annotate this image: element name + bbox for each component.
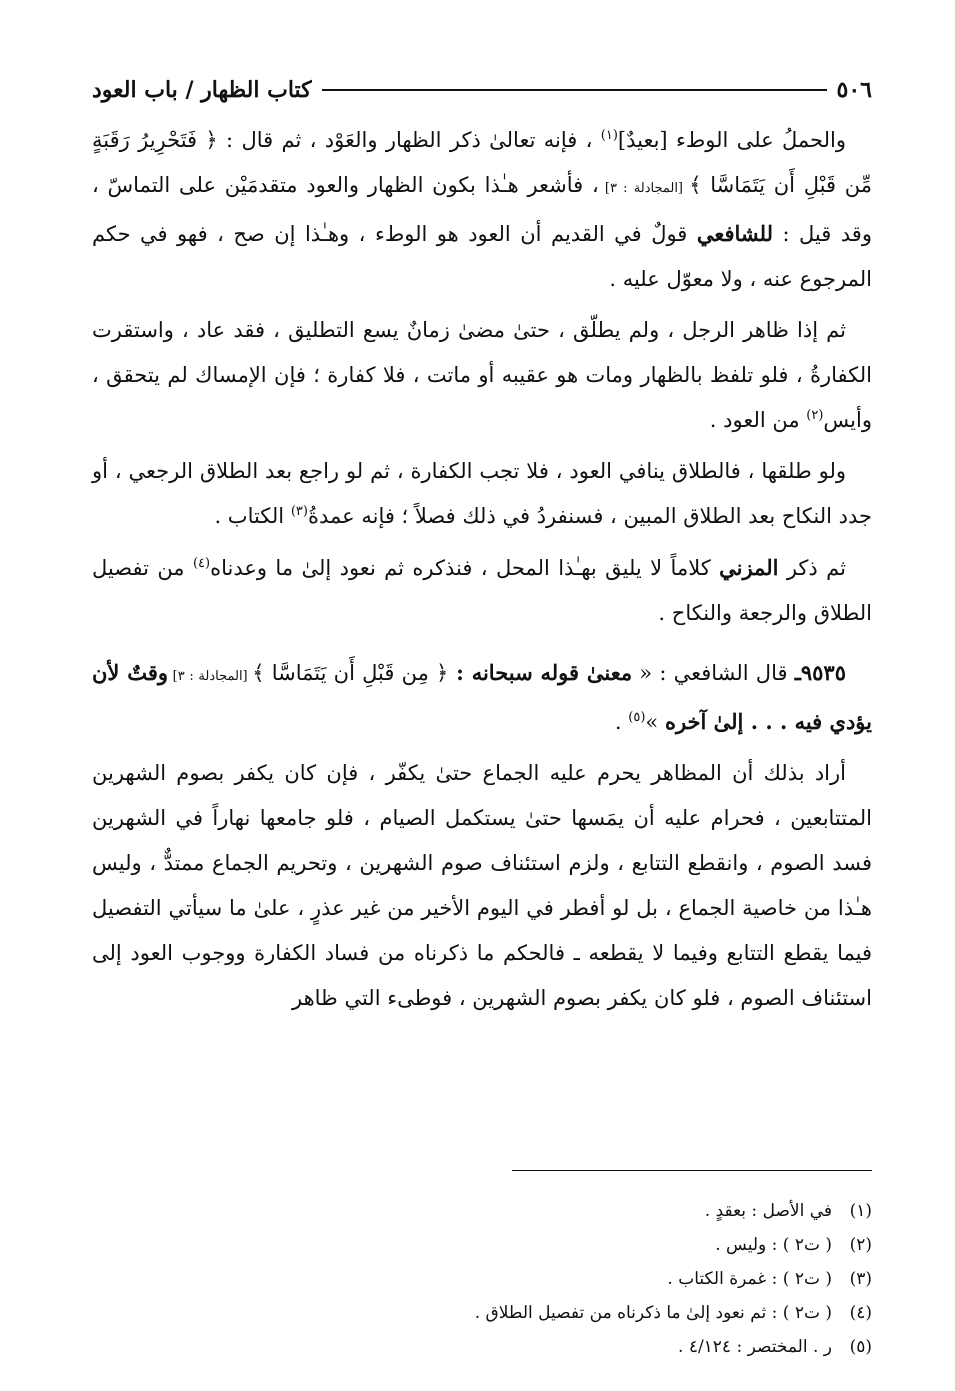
footnote-text: ر . المختصر : ٤/١٢٤ .	[678, 1337, 832, 1357]
text: قولٌ في القديم أن العود هو الوطء ، وهـٰذا إن صح ، فهو في حكم المرجوع عنه ، ولا معوّل عليه .	[92, 222, 872, 291]
paragraph-3	[92, 449, 872, 539]
verse-reference: [المجادلة : ٣]	[168, 669, 253, 684]
issue-number: ٩٥٣٥ـ	[794, 660, 846, 685]
text: من تفصيل الطلاق والرجعة والنكاح .	[92, 556, 872, 625]
text: أراد بذلك أن المظاهر يحرم عليه الجماع حتىٰ يكفّر ، فإن كان يكفر بصوم الشهرين المتتابعين ، فحرام عليه أن يمَسها حتىٰ يستكمل الصيام ، فلو جامعها نهاراً في الشهرين فسد الصوم ، وانقطع التتابع ، ولزم استئناف صوم الشهرين ، وتحريم الجماع ممتدٌّ ، وليس هـٰذا من خاصية الجماع ، بل لو أفطر في اليوم الأخير من غير عذرٍ ، علىٰ ما سيأتي التفصيل فيما يقطع التتابع وفيما لا يقطعه ـ فالحكم ما ذكرناه من فساد الكفارة ووجوب العود إلى استئناف الصوم ، فلو كان يكفر بصوم الشهرين ، فوطىء التي ظاهر	[92, 761, 872, 1010]
footnote-ref: (٣)	[290, 504, 308, 519]
footnote	[92, 1262, 872, 1296]
footnote-ref: (٢)	[806, 408, 824, 423]
footnote	[92, 1296, 872, 1330]
footnote-text: ( ت٢ ) : ثم نعود إلىٰ ما ذكرناه من تفصيل الطلاق .	[474, 1303, 832, 1323]
quran-verse: ﴿ فَتَحْرِيرُ رَقَبَةٍ مِّن قَبْلِ أَن يَتَمَاسَّا ﴾	[92, 128, 872, 197]
paragraph-issue-9535	[92, 650, 872, 745]
text: ، فأشعر هـٰذا بكون الظهار والعود متقدمَيْن على التماسّ ، وقد قيل :	[92, 173, 872, 246]
paragraph-6	[92, 751, 872, 1021]
text: ولو طلقها ، فالطلاق ينافي العود ، فلا تجب الكفارة ، ثم لو راجع بعد الطلاق الرجعي ، أو جدد النكاح بعد الطلاق المبين ، فسنفردُ في ذلك فصلاً ؛ فإنه عمدةُ	[92, 459, 872, 528]
footnote-number: (٤)	[849, 1303, 872, 1323]
footnote-ref: (١)	[600, 128, 618, 143]
text: كلاماً لا يليق بهـٰذا المحل ، فنذكره ثم نعود إلىٰ ما وعدناه	[210, 556, 720, 580]
footnote-number: (١)	[849, 1201, 872, 1221]
text: قال الشافعي : «	[632, 661, 795, 685]
bold-name: للشافعي	[696, 221, 773, 246]
paragraph-4	[92, 545, 872, 636]
bold-name: المزني	[719, 555, 779, 580]
footnote-ref: (٤)	[192, 556, 211, 571]
footnotes	[92, 1194, 872, 1364]
running-title: كتاب الظهار / باب العود	[92, 77, 312, 103]
page-number: ٥٠٦	[836, 77, 872, 103]
page-header	[92, 70, 872, 110]
text: والحملُ على الوطء [بعيدٌ]	[617, 128, 846, 152]
footnote-text: ( ت٢ ) : غمرة الكتاب .	[667, 1269, 832, 1289]
footnote-ref: (٥)	[628, 710, 646, 725]
footnote-number: (٢)	[849, 1235, 872, 1255]
text: ثم ذكر	[778, 556, 846, 580]
text: .	[614, 710, 629, 734]
footnote-divider	[512, 1170, 872, 1171]
footnote	[92, 1330, 872, 1364]
text: »	[645, 710, 665, 734]
paragraph-1	[92, 118, 872, 302]
book-page	[92, 70, 872, 1357]
footnote	[92, 1194, 872, 1228]
footnote	[92, 1228, 872, 1262]
header-rule	[322, 89, 827, 91]
text: ثم إذا ظاهر الرجل ، ولم يطلّق ، حتىٰ مضىٰ زمانٌ يسع التطليق ، فقد عاد ، واستقرت الكفارةُ ، فلو تلفظ بالظهار ومات هو عقيبه أو ماتت ، فلا كفارة ؛ فإن الإمساك لم يتحقق ، وأيس	[92, 318, 872, 432]
text: الكتاب .	[214, 504, 291, 528]
quran-verse: ﴿ مِن قَبْلِ أَن يَتَمَاسَّا ﴾	[252, 661, 449, 685]
text: من العود .	[709, 408, 807, 432]
footnote-text: في الأصل : بعقدٍ .	[704, 1201, 832, 1221]
paragraph-2	[92, 308, 872, 443]
body-text	[92, 118, 872, 1021]
text: ، فإنه تعالىٰ ذكر الظهار والعَوْد ، ثم قال :	[217, 128, 601, 152]
verse-reference: [المجادلة : ٣]	[598, 181, 690, 196]
footnote-number: (٣)	[849, 1269, 872, 1289]
footnote-number: (٥)	[849, 1337, 872, 1357]
footnote-text: ( ت٢ ) : وليس .	[715, 1235, 832, 1255]
bold-text: وقتٌ لأن يؤدي فيه . . . إلىٰ آخره	[92, 660, 872, 734]
bold-text: معنىٰ قوله سبحانه :	[448, 660, 633, 685]
